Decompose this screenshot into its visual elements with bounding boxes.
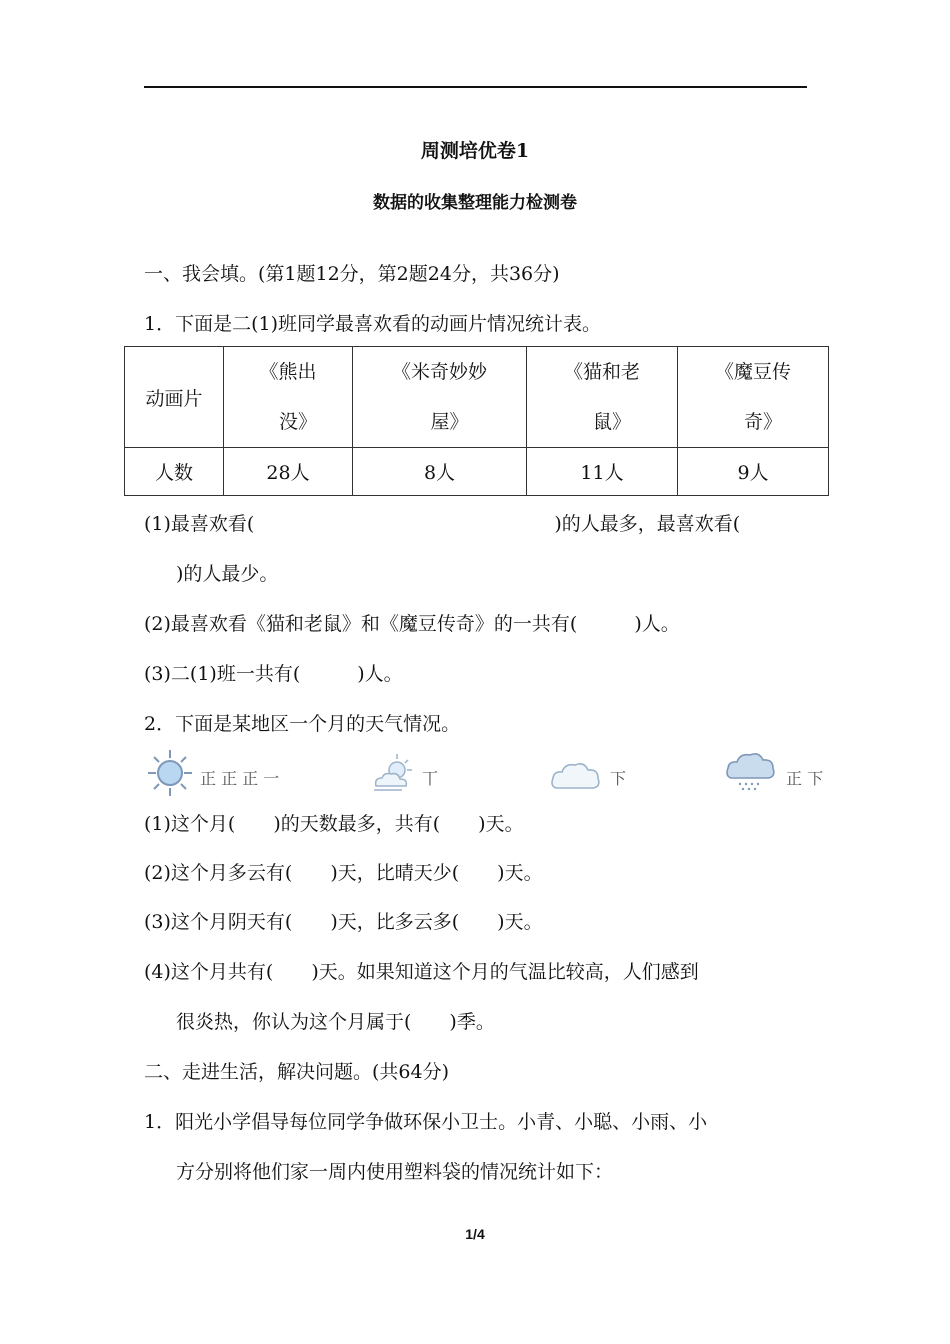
table-cell: 28人	[224, 448, 353, 496]
sun-icon	[146, 748, 194, 798]
section1-heading: 一、我会填。(第1题12分，第2题24分，共36分)	[144, 263, 560, 285]
q2-sub1: (1)这个月( )的天数最多，共有( )天。	[144, 813, 524, 835]
page-subtitle: 数据的收集整理能力检测卷	[373, 193, 577, 213]
s2-q1-line2: 方分别将他们家一周内使用塑料袋的情况统计如下：	[176, 1161, 614, 1183]
q2-sub4-line1: (4)这个月共有( )天。如果知道这个月的气温比较高，人们感到	[144, 961, 699, 983]
table-cell: 11人	[527, 448, 678, 496]
top-rule	[144, 86, 807, 88]
q1-sub3: (3)二(1)班一共有( )人。	[144, 663, 403, 685]
table-row-label: 人数	[125, 448, 224, 496]
q2-sub2: (2)这个月多云有( )天，比晴天少( )天。	[144, 862, 543, 884]
weather-tally: 正 下	[786, 769, 824, 788]
cartoon-name-line1: 《米奇妙妙	[391, 361, 487, 383]
page-title: 周测培优卷1	[420, 140, 530, 162]
table-row-label: 动画片	[125, 347, 224, 448]
table-row	[125, 448, 829, 496]
table-cell	[353, 347, 527, 448]
q1-sub1-line2: )的人最少。	[176, 563, 279, 585]
table-cell	[678, 347, 829, 448]
table-cell: 9人	[678, 448, 829, 496]
weather-tally: 丅	[422, 769, 439, 788]
s2-q1-line1: 1．阳光小学倡导每位同学争做环保小卫士。小青、小聪、小雨、小	[144, 1111, 708, 1133]
rain-icon	[724, 750, 780, 796]
weather-tally: 正 正 正 一	[200, 769, 280, 788]
table-cell	[527, 347, 678, 448]
cartoon-name-line2: 没》	[278, 411, 317, 433]
cloud-icon	[548, 756, 604, 796]
q1-sub2: (2)最喜欢看《猫和老鼠》和《魔豆传奇》的一共有( )人。	[144, 613, 680, 635]
q2-sub4-line2: 很炎热，你认为这个月属于( )季。	[176, 1011, 495, 1033]
q1-sub1-part-a: (1)最喜欢看(	[144, 513, 255, 535]
cartoon-table	[124, 346, 829, 496]
q1-intro: 1．下面是二(1)班同学最喜欢看的动画片情况统计表。	[144, 313, 602, 335]
weather-row	[144, 748, 824, 800]
table-cell	[224, 347, 353, 448]
q2-sub3: (3)这个月阴天有( )天，比多云多( )天。	[144, 911, 543, 933]
cartoon-name-line1: 《熊出	[259, 361, 317, 383]
section2-heading: 二、走进生活，解决问题。(共64分)	[144, 1061, 450, 1083]
page-number: 1/4	[465, 1226, 485, 1242]
partly-cloudy-icon	[370, 752, 416, 796]
q1-sub1-line1	[144, 512, 740, 536]
cartoon-name-line2: 鼠》	[592, 411, 631, 433]
cartoon-name-line1: 《猫和老	[563, 361, 640, 383]
table-cell: 8人	[353, 448, 527, 496]
table-row	[125, 347, 829, 448]
q1-sub1-part-b: )的人最多，最喜欢看(	[554, 513, 741, 535]
cartoon-name-line2: 屋》	[430, 411, 469, 433]
q2-intro: 2．下面是某地区一个月的天气情况。	[144, 713, 461, 735]
weather-tally: 下	[610, 769, 627, 788]
cartoon-name-line1: 《魔豆传	[714, 361, 791, 383]
cartoon-name-line2: 奇》	[743, 411, 782, 433]
